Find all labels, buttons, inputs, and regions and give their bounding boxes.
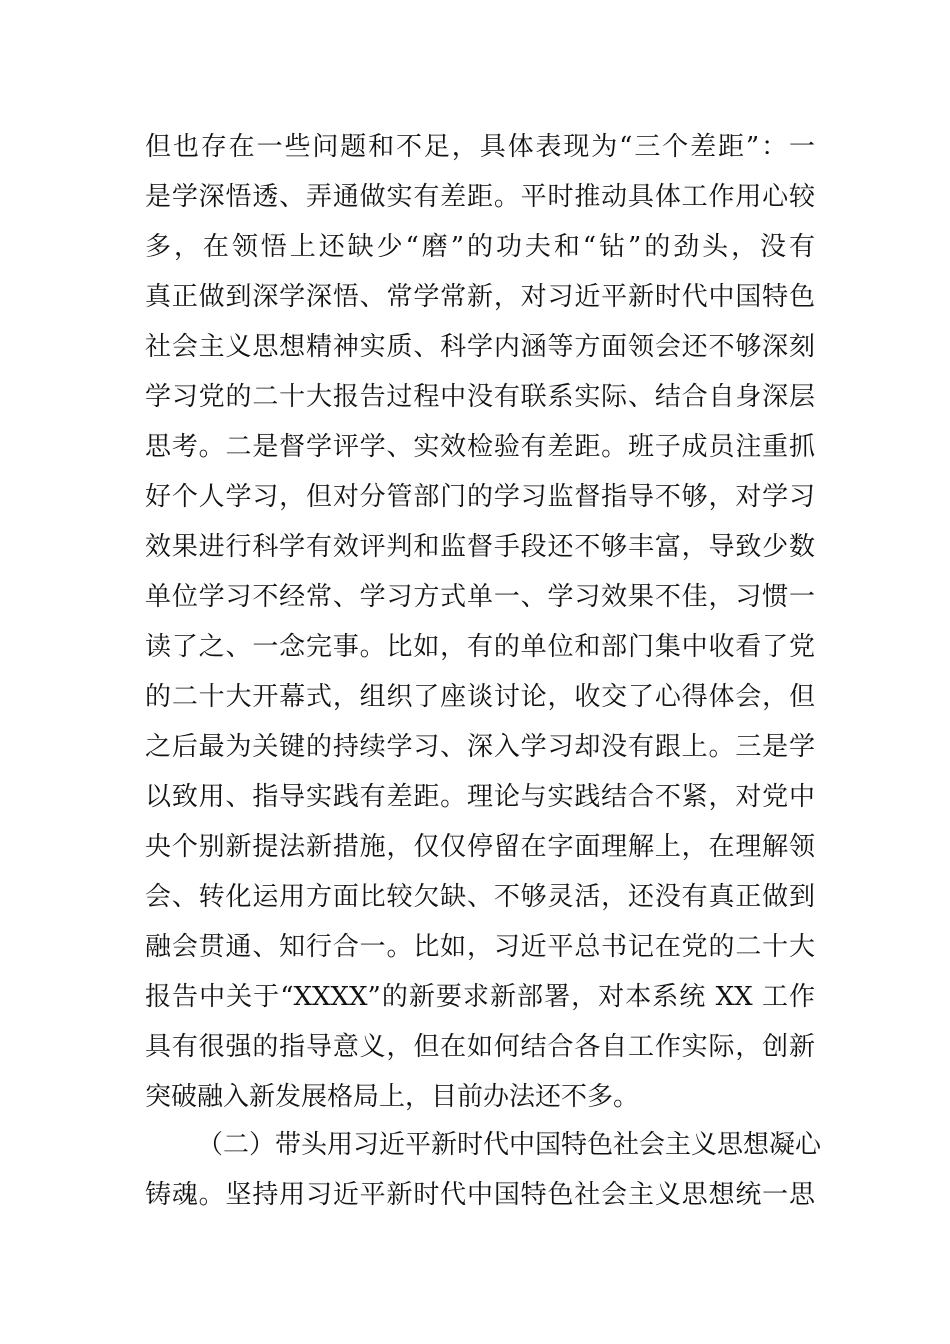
text-line: 之后最为关键的持续学习、深入学习却没有跟上。三是学	[145, 732, 815, 762]
text-line: 单位学习不经常、学习方式单一、学习效果不佳，习惯一	[145, 582, 815, 612]
text-line: 社会主义思想精神实质、科学内涵等方面领会还不够深刻	[145, 332, 815, 362]
text-line: 以致用、指导实践有差距。理论与实践结合不紧，对党中	[145, 782, 815, 812]
section-heading-paragraph	[145, 1120, 822, 1220]
text-line: 思考。二是督学评学、实效检验有差距。班子成员注重抓	[145, 432, 815, 462]
text-line: 的二十大开幕式，组织了座谈讨论，收交了心得体会，但	[145, 682, 815, 712]
text-line: 具有很强的指导意义，但在如何结合各自工作实际，创新	[145, 1032, 815, 1062]
text-line: 但也存在一些问题和不足，具体表现为“三个差距”：一	[145, 132, 815, 162]
text-line: 突破融入新发展格局上，目前办法还不多。	[145, 1082, 640, 1112]
text-line: 真正做到深学深悟、常学常新，对习近平新时代中国特色	[145, 282, 815, 312]
text-line: （二）带头用习近平新时代中国特色社会主义思想凝心	[197, 1130, 822, 1160]
text-line: 央个别新提法新措施，仅仅停留在字面理解上，在理解领	[145, 832, 815, 862]
text-line: 效果进行科学有效评判和监督手段还不够丰富，导致少数	[145, 532, 815, 562]
text-line: 多，在领悟上还缺少“磨”的功夫和“钻”的劲头，没有	[145, 232, 815, 262]
text-line: 学习党的二十大报告过程中没有联系实际、结合自身深层	[145, 382, 815, 412]
text-line: 报告中关于“XXXX”的新要求新部署，对本系统 XX 工作	[145, 982, 815, 1012]
paragraph-three-gaps	[145, 122, 815, 1122]
text-line: 读了之、一念完事。比如，有的单位和部门集中收看了党	[145, 632, 815, 662]
text-line: 融会贯通、知行合一。比如，习近平总书记在党的二十大	[145, 932, 815, 962]
text-line: 好个人学习，但对分管部门的学习监督指导不够，对学习	[145, 482, 815, 512]
text-line: 会、转化运用方面比较欠缺、不够灵活，还没有真正做到	[145, 882, 815, 912]
text-line: 铸魂。坚持用习近平新时代中国特色社会主义思想统一思	[145, 1180, 815, 1210]
text-line: 是学深悟透、弄通做实有差距。平时推动具体工作用心较	[145, 182, 815, 212]
